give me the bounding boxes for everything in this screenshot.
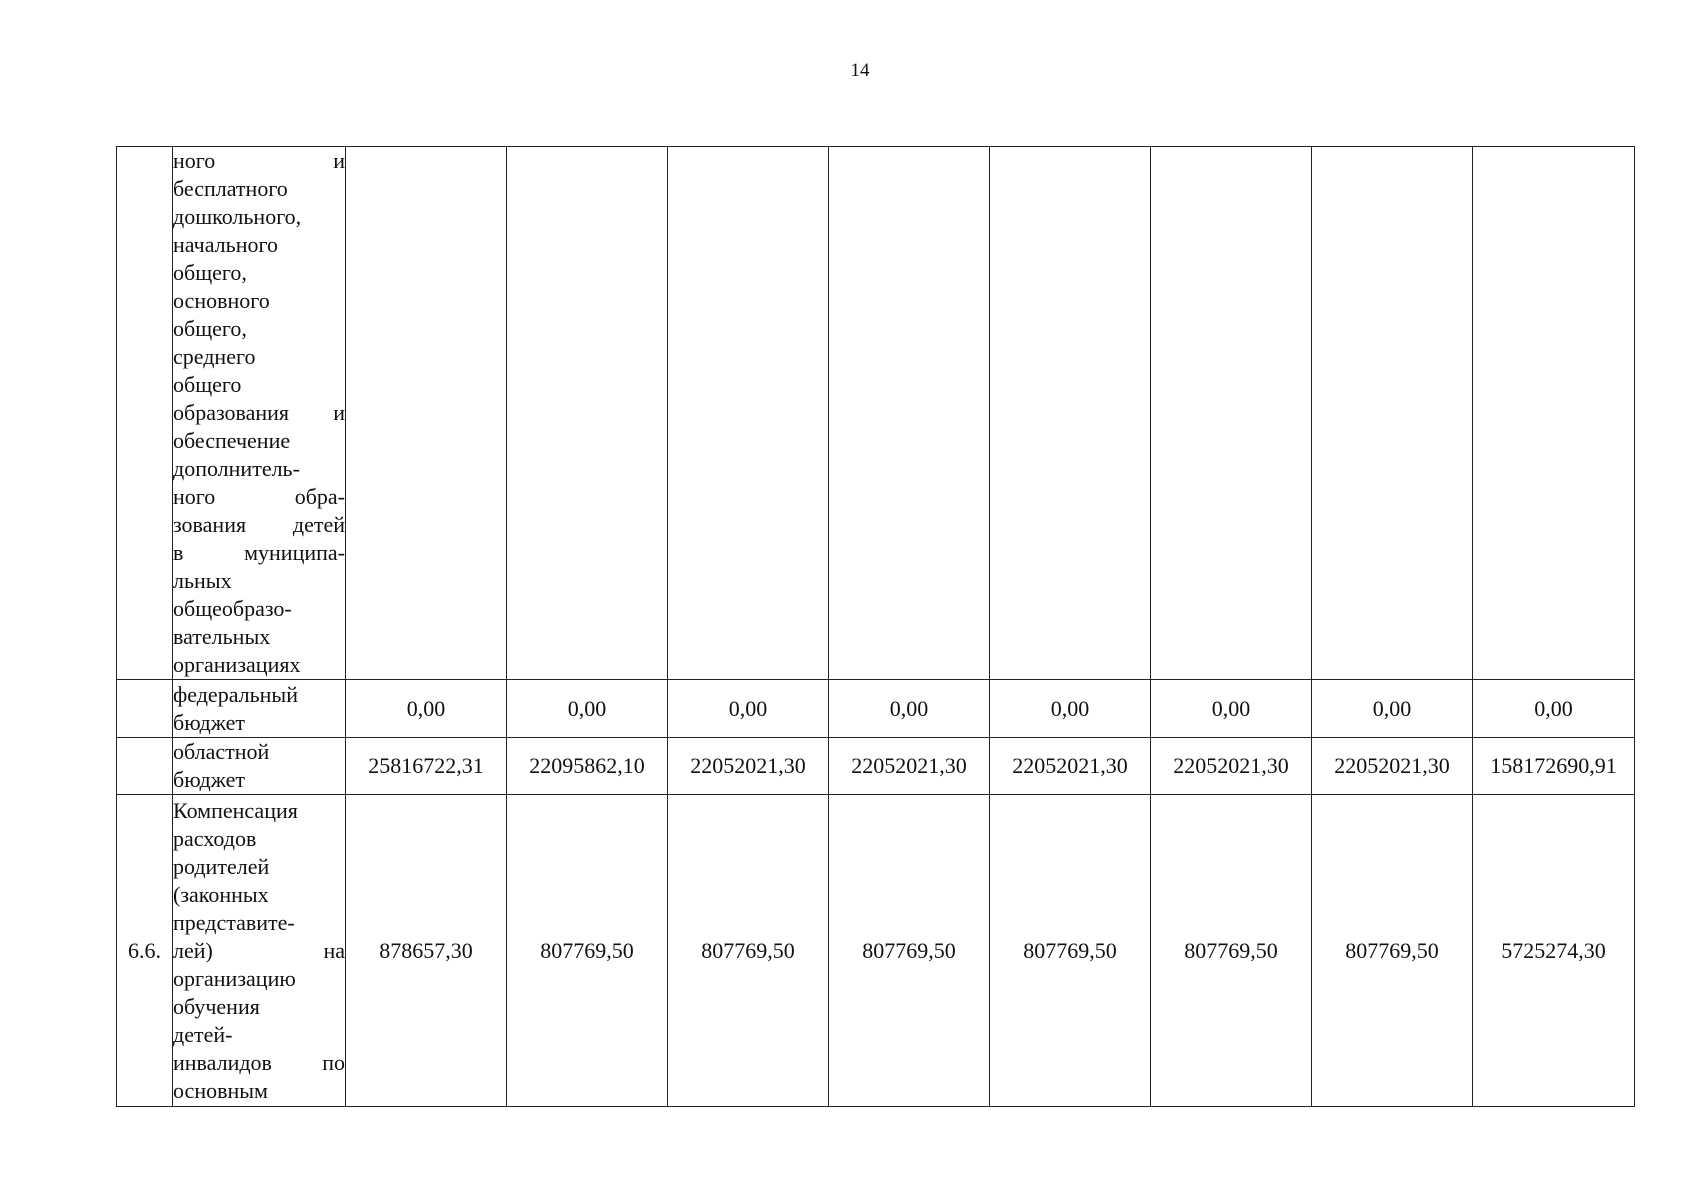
table-row <box>117 680 1635 738</box>
cell-value: 0,00 <box>507 680 668 738</box>
row-name <box>173 680 346 738</box>
row-number: 6.6. <box>117 795 173 1107</box>
row-name-line: федеральный <box>173 681 298 707</box>
row-name-line: инвалидов по <box>173 1049 345 1075</box>
table-row <box>117 795 1635 1107</box>
row-name-line: бюджет <box>173 709 245 735</box>
cell-value <box>990 147 1151 680</box>
row-name-line: основного <box>173 288 270 313</box>
cell-value: 807769,50 <box>668 795 829 1107</box>
row-name-line: в муниципа- <box>173 540 345 565</box>
cell-value: 5725274,30 <box>1473 795 1635 1107</box>
cell-value <box>1312 147 1473 680</box>
cell-value: 22052021,30 <box>829 738 990 795</box>
row-name-line: областной <box>173 739 270 764</box>
row-name-line: Компенсация <box>173 797 298 823</box>
row-name-line: бесплатного <box>173 176 288 201</box>
cell-value: 0,00 <box>1151 680 1312 738</box>
cell-value: 807769,50 <box>1312 795 1473 1107</box>
row-name-line: ного обра- <box>173 484 345 509</box>
cell-value: 22052021,30 <box>1312 738 1473 795</box>
row-name-line: льных <box>173 568 232 593</box>
cell-value <box>668 147 829 680</box>
row-name-line: детей- <box>173 1021 233 1047</box>
row-name-line: бюджет <box>173 767 245 792</box>
row-name <box>173 147 346 680</box>
row-name-line: организацию <box>173 965 296 991</box>
row-name-line: общего, <box>173 260 247 285</box>
cell-value: 22052021,30 <box>668 738 829 795</box>
row-name-line: обеспечение <box>173 428 291 453</box>
row-name <box>173 795 346 1107</box>
row-name-line: дошкольного, <box>173 204 302 229</box>
cell-value: 807769,50 <box>1151 795 1312 1107</box>
row-name-line: дополнитель- <box>173 456 300 481</box>
cell-value: 807769,50 <box>990 795 1151 1107</box>
cell-value <box>346 147 507 680</box>
cell-value <box>1473 147 1635 680</box>
row-name-line: начального <box>173 232 278 257</box>
row-name-line: среднего <box>173 344 256 369</box>
row-name-line: ного и <box>173 148 345 173</box>
row-name-line: общеобразо- <box>173 596 292 621</box>
row-name-line: зования детей <box>173 512 345 537</box>
cell-value: 0,00 <box>1312 680 1473 738</box>
cell-value: 0,00 <box>990 680 1151 738</box>
row-name-line: лей) на <box>173 937 345 963</box>
row-number <box>117 738 173 795</box>
row-name-line: вательных <box>173 624 271 649</box>
cell-value: 25816722,31 <box>346 738 507 795</box>
cell-value: 0,00 <box>346 680 507 738</box>
row-name-line: образования и <box>173 400 345 425</box>
cell-value <box>1151 147 1312 680</box>
cell-value: 0,00 <box>668 680 829 738</box>
cell-value: 878657,30 <box>346 795 507 1107</box>
cell-value: 22052021,30 <box>990 738 1151 795</box>
row-name-line: общего <box>173 372 242 397</box>
row-name-line: (законных <box>173 881 269 907</box>
row-name-line: обучения <box>173 993 260 1019</box>
cell-value: 0,00 <box>1473 680 1635 738</box>
row-name-line: представите- <box>173 909 295 935</box>
row-name-line: общего, <box>173 316 247 341</box>
cell-value: 22052021,30 <box>1151 738 1312 795</box>
row-number <box>117 147 173 680</box>
row-name-line: расходов <box>173 825 257 851</box>
budget-table <box>116 146 1635 1107</box>
cell-value: 22095862,10 <box>507 738 668 795</box>
row-name-line: организациях <box>173 652 301 677</box>
cell-value: 158172690,91 <box>1473 738 1635 795</box>
row-number <box>117 680 173 738</box>
budget-table-body <box>117 147 1635 1107</box>
cell-value: 807769,50 <box>829 795 990 1107</box>
page-number: 14 <box>850 60 870 81</box>
cell-value <box>829 147 990 680</box>
cell-value: 807769,50 <box>507 795 668 1107</box>
table-row <box>117 738 1635 795</box>
table-row <box>117 147 1635 680</box>
row-name-line: родителей <box>173 853 270 879</box>
row-name-line: основным <box>173 1077 268 1103</box>
cell-value: 0,00 <box>829 680 990 738</box>
row-name <box>173 738 346 795</box>
cell-value <box>507 147 668 680</box>
